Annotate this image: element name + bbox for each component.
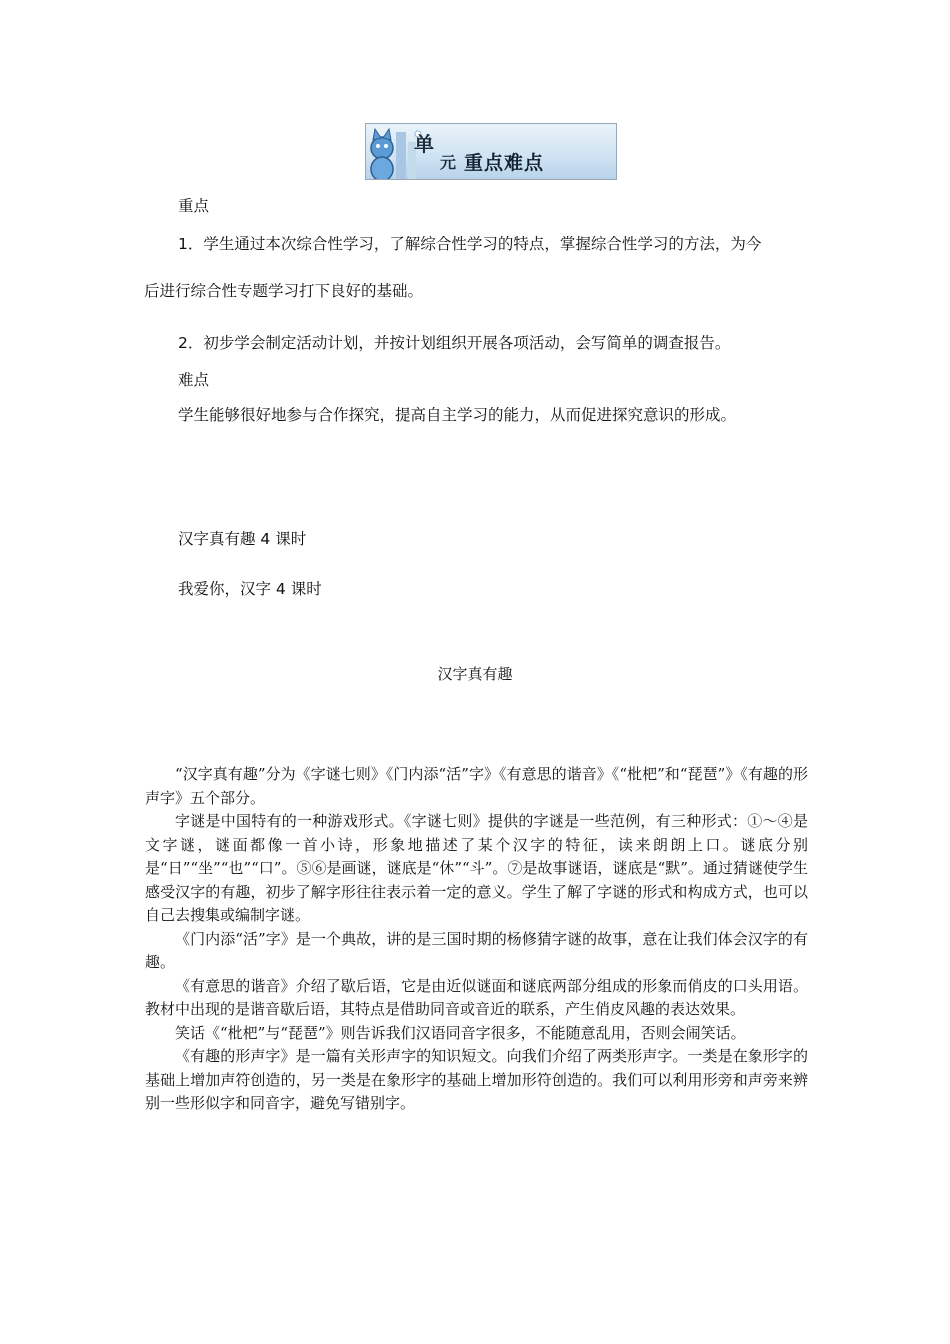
key-points-heading: 重点	[178, 197, 210, 215]
section-title: 汉字真有趣	[437, 665, 513, 683]
paragraph: 《有趣的形声字》是一篇有关形声字的知识短文。向我们介绍了两类形声字。一类是在象形字的基础上增加声符创造的，另一类是在象形字的基础上增加形符创造的。我们可以利用形旁和声旁来辨别一些形似字和同音字，避免写错别字。	[145, 1047, 808, 1112]
key-point-1-line1: 1．学生通过本次综合性学习，了解综合性学习的特点，掌握综合性学习的方法，为今	[178, 235, 762, 253]
unit-label-char1: 单	[414, 132, 434, 156]
paragraph: 《有意思的谐音》介绍了歇后语，它是由近似谜面和谜底两部分组成的形象而俏皮的口头用语。教材中出现的是谐音歇后语，其特点是借助同音或音近的联系，产生俏皮风趣的表达效果。	[145, 976, 808, 1018]
paragraph: “汉字真有趣”分为《字谜七则》《门内添“活”字》《有意思的谐音》《“枇杷”和“琵琶”》《有趣的形声字》五个部分。	[145, 765, 808, 807]
unit-label-char2: 元	[440, 153, 457, 172]
banner-title: 重点难点	[464, 152, 545, 174]
schedule-item-1: 汉字真有趣 4 课时	[178, 530, 307, 548]
key-point-1-line2: 后进行综合性专题学习打下良好的基础。	[144, 282, 424, 300]
key-point-2: 2．初步学会制定活动计划，并按计划组织开展各项活动，会写简单的调查报告。	[178, 334, 731, 352]
section-body	[145, 763, 808, 1116]
schedule-item-2: 我爱你，汉字 4 课时	[178, 580, 322, 598]
paragraph: 《门内添“活”字》是一个典故，讲的是三国时期的杨修猜字谜的故事，意在让我们体会汉字的有趣。	[145, 929, 808, 971]
difficult-points-heading: 难点	[178, 371, 210, 389]
paragraph: 字谜是中国特有的一种游戏形式。《字谜七则》提供的字谜是一些范例，有三种形式：①～④是文字谜，谜面都像一首小诗，形象地描述了某个汉字的特征，读来朗朗上口。谜底分别是“日”“坐”“也”“口”。⑤⑥是画谜，谜底是“休”“斗”。⑦是故事谜语，谜底是“默”。通过猜谜使学生感受汉字的有趣，初步了解字形往往表示着一定的意义。学生了解了字谜的形式和构成方式，也可以自己去搜集或编制字谜。	[145, 812, 808, 924]
paragraph: 笑话《“枇杷”与“琵琶”》则告诉我们汉语同音字很多，不能随意乱用，否则会闹笑话。	[175, 1023, 746, 1042]
difficult-point-text: 学生能够很好地参与合作探究，提高自主学习的能力，从而促进探究意识的形成。	[178, 406, 737, 424]
unit-banner	[365, 123, 617, 180]
